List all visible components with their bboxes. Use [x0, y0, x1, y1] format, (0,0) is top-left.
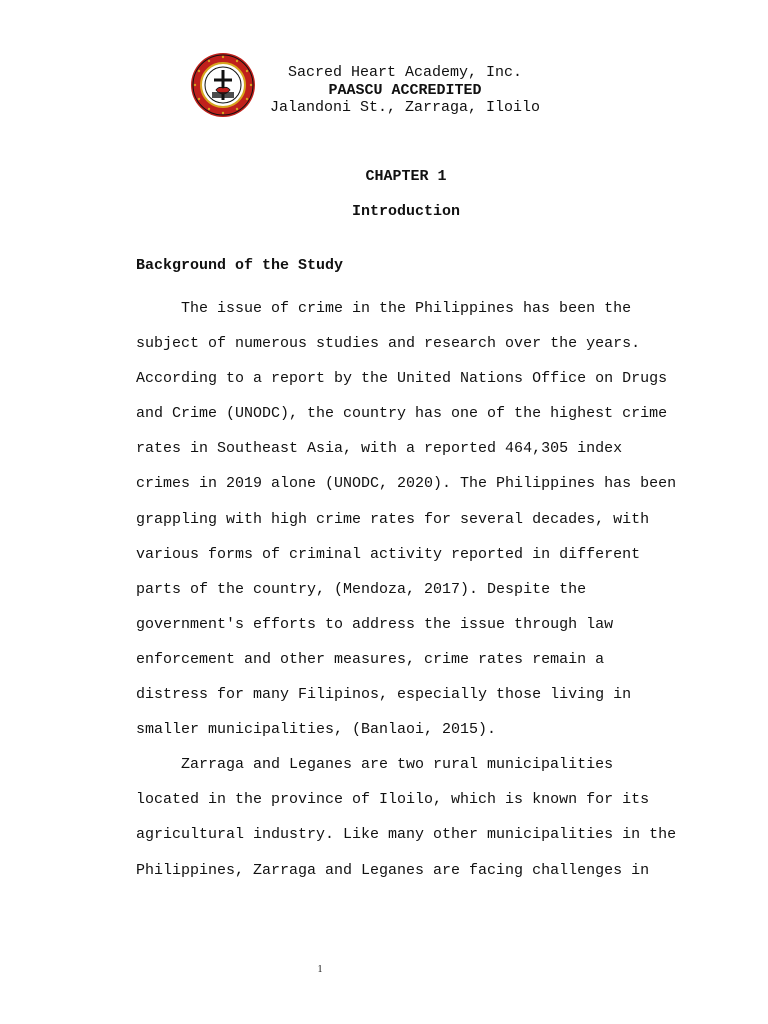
- page-number: 1: [317, 964, 323, 975]
- paragraph-line: smaller municipalities, (Banlaoi, 2015).: [136, 721, 497, 739]
- body-content: [136, 256, 696, 888]
- paragraph-line: and Crime (UNODC), the country has one of the highest crime: [136, 405, 668, 423]
- paragraph-line: distress for many Filipinos, especially those living in: [136, 686, 632, 704]
- chapter-number: CHAPTER 1: [365, 168, 447, 185]
- paragraph-line: According to a report by the United Nations Office on Drugs: [136, 370, 668, 388]
- paragraph-line: parts of the country, (Mendoza, 2017). Despite the: [136, 580, 587, 598]
- paragraph-line: grappling with high crime rates for several decades, with: [136, 510, 650, 528]
- school-seal-logo: [190, 52, 256, 118]
- paragraph-line: crimes in 2019 alone (UNODC, 2020). The Philippines has been: [136, 475, 677, 493]
- school-address: Jalandoni St., Zarraga, Iloilo: [269, 99, 541, 116]
- paragraph-line: subject of numerous studies and research over the years.: [136, 335, 641, 353]
- school-name: Sacred Heart Academy, Inc.: [287, 64, 523, 81]
- paragraph-line: located in the province of Iloilo, which is known for its: [136, 791, 650, 809]
- paragraph-line: government's efforts to address the issue through law: [136, 615, 614, 633]
- paragraph-1: [136, 291, 696, 747]
- accreditation-label: PAASCU ACCREDITED: [328, 81, 482, 99]
- paragraph-line: enforcement and other measures, crime rates remain a: [136, 650, 605, 668]
- paragraph-2: [136, 747, 696, 887]
- paragraph-line: rates in Southeast Asia, with a reported 464,305 index: [136, 440, 623, 458]
- letterhead: [190, 52, 570, 122]
- letterhead-text: [260, 64, 550, 117]
- paragraph-line: Zarraga and Leganes are two rural municipalities: [181, 756, 614, 774]
- chapter-title: Introduction: [351, 203, 461, 220]
- paragraph-line: Philippines, Zarraga and Leganes are facing challenges in: [136, 861, 650, 879]
- paragraph-line: The issue of crime in the Philippines has been the: [181, 300, 632, 317]
- section-heading: Background of the Study: [136, 257, 344, 274]
- paragraph-line: various forms of criminal activity reported in different: [136, 545, 641, 563]
- paragraph-line: agricultural industry. Like many other municipalities in the: [136, 826, 677, 844]
